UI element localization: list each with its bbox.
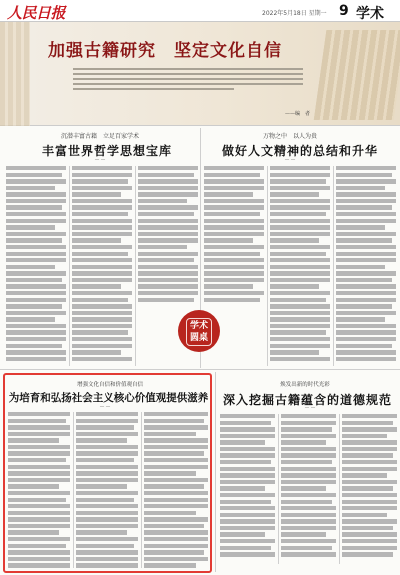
page-number: 9 bbox=[339, 3, 349, 19]
article-headline-top-left: 丰富世界哲学思想宝库 bbox=[41, 144, 172, 158]
section-name: 学术 bbox=[356, 6, 384, 22]
banner-editor-note: ——编 者 bbox=[285, 111, 311, 117]
issue-date: 2022年5月18日 星期一 bbox=[262, 10, 327, 17]
article-body-top-right-col2 bbox=[270, 166, 330, 366]
article-body-bottom-right-col1 bbox=[220, 414, 275, 564]
banner-title: 加强古籍研究 坚定文化自信 bbox=[48, 41, 282, 61]
article-body-top-left-col2 bbox=[72, 166, 132, 366]
banner-intro-text bbox=[73, 68, 303, 106]
seal-line2: 圆桌 bbox=[189, 333, 208, 343]
article-author-top-left: — — bbox=[94, 158, 106, 163]
article-headline-bottom-left: 为培育和弘扬社会主义核心价值观提供滋养 bbox=[8, 392, 209, 404]
page-banner bbox=[0, 22, 400, 126]
seal-line1: 学术 bbox=[189, 321, 208, 331]
article-kicker-top-right: 万物之中 以人为贵 bbox=[262, 133, 317, 140]
article-author-bottom-left: — — bbox=[99, 405, 111, 410]
article-kicker-bottom-right: 焕发出新的时代光彩 bbox=[280, 382, 330, 388]
bamboo-slip-decoration-left bbox=[0, 22, 30, 126]
masthead bbox=[0, 0, 400, 22]
article-kicker-bottom-left: 增强文化自信和价值观自信 bbox=[76, 382, 143, 388]
bamboo-slip-decoration-right bbox=[314, 30, 400, 120]
article-body-bottom-left-col2 bbox=[76, 412, 138, 570]
article-body-bottom-right-col3 bbox=[342, 414, 397, 564]
banner-intro-lines bbox=[73, 68, 303, 93]
article-body-top-right-col1 bbox=[204, 166, 264, 308]
article-body-bottom-left-col1 bbox=[8, 412, 70, 570]
article-author-bottom-right: — — bbox=[304, 406, 316, 411]
article-body-bottom-left-col3 bbox=[144, 412, 208, 570]
article-headline-top-right: 做好人文精神的总结和升华 bbox=[221, 144, 378, 158]
newspaper-logo: 人民日报 bbox=[7, 4, 66, 22]
article-author-top-right: — — bbox=[284, 158, 296, 163]
article-body-top-left-col1 bbox=[6, 166, 66, 366]
article-body-top-left-col3 bbox=[138, 166, 198, 308]
article-body-top-right-col3 bbox=[336, 166, 396, 366]
article-body-bottom-right-col2 bbox=[281, 414, 336, 564]
academic-roundtable-seal bbox=[178, 310, 220, 352]
article-headline-bottom-right: 深入挖掘古籍蕴含的道德规范 bbox=[222, 393, 392, 407]
article-kicker-top-left: 沉潜丰富古籍 立足百家学术 bbox=[60, 133, 139, 140]
